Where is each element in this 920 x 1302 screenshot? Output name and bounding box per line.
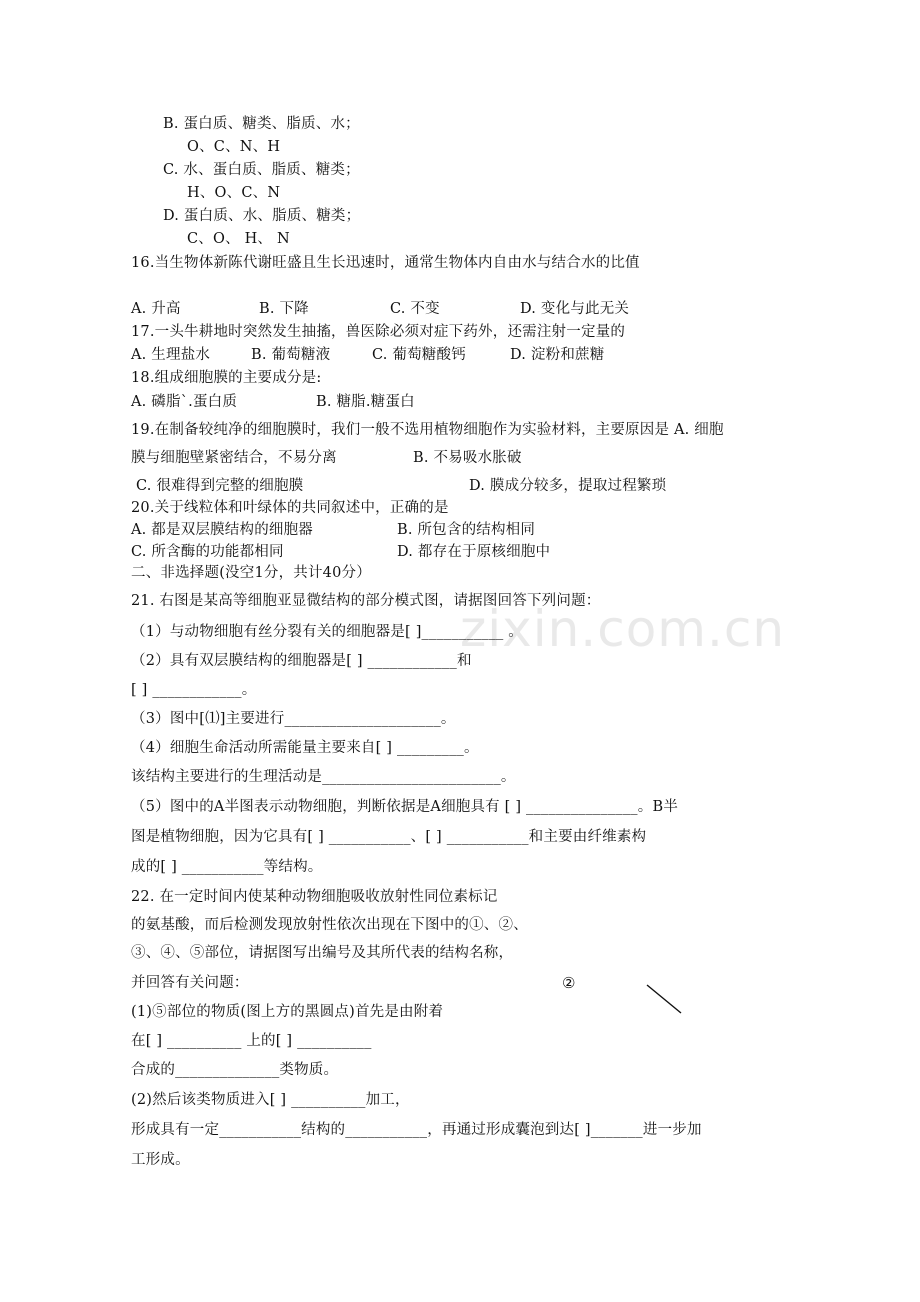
q22-stem-line-3: ③、④、⑤部位，请据图写出编号及其所代表的结构名称， xyxy=(131,945,514,961)
q15-option-d: D. 蛋白质、水、脂质、糖类； xyxy=(163,208,361,224)
q19-stem: 19.在制备较纯净的细胞膜时，我们一般不选用植物细胞作为实验材料，主要原因是 A. 细胞 xyxy=(131,422,724,438)
q21-sub-2: （2）具有双层膜结构的细胞器是[ ] ____________和 xyxy=(131,653,472,669)
q16-option-c: C. 不变 xyxy=(390,301,440,317)
q15-option-d-elements: C、O、 H、 N xyxy=(187,231,290,247)
q16-option-d: D. 变化与此无关 xyxy=(520,301,630,317)
q20-option-c: C. 所含酶的功能都相同 xyxy=(131,544,284,560)
q16-option-b: B. 下降 xyxy=(259,301,309,317)
q17-option-c: C. 葡萄糖酸钙 xyxy=(372,347,466,363)
q19-option-d: D. 膜成分较多，提取过程繁琐 xyxy=(469,478,667,494)
q20-option-a: A. 都是双层膜结构的细胞器 xyxy=(131,522,313,538)
watermark: zixin.com.cn xyxy=(460,600,786,658)
q19-option-c: C. 很难得到完整的细胞膜 xyxy=(136,478,304,494)
q21-sub-5: （5）图中的A半图表示动物细胞，判断依据是A细胞具有 [ ] _______________。B半 xyxy=(131,799,679,815)
q22-sub-2-end: 工形成。 xyxy=(131,1152,190,1168)
q20-stem: 20.关于线粒体和叶绿体的共同叙述中，正确的是 xyxy=(131,500,449,516)
q22-sub-1-cont: 在[ ] __________ 上的[ ] __________ xyxy=(131,1033,372,1049)
q15-option-c: C. 水、蛋白质、脂质、糖类； xyxy=(163,162,360,178)
q21-sub-1: （1）与动物细胞有丝分裂有关的细胞器是[ ]___________ 。 xyxy=(131,624,524,640)
q21-sub-5-cont: 图是植物细胞，因为它具有[ ] ___________、[ ] ___________和主要由纤维素构 xyxy=(131,829,647,845)
q15-option-b: B. 蛋白质、糖类、脂质、水； xyxy=(163,116,360,132)
q22-stem-line-2: 的氨基酸，而后检测发现放射性依次出现在下图中的①、②、 xyxy=(131,917,528,933)
q21-sub-4: （4）细胞生命活动所需能量主要来自[ ] _________。 xyxy=(131,740,479,756)
q21-sub-2-cont: [ ] ____________。 xyxy=(131,682,257,698)
q20-option-b: B. 所包含的结构相同 xyxy=(397,522,536,538)
q19-option-b: B. 不易吸水胀破 xyxy=(413,450,522,466)
q22-sub-2-cont: 形成具有一定___________结构的___________，再通过形成囊泡到达[ ]_______进一步加 xyxy=(131,1122,702,1138)
figure-label-2: ② xyxy=(562,974,576,992)
q18-option-b: B. 糖脂.糖蛋白 xyxy=(316,394,415,410)
q18-option-a: A. 磷脂`.蛋白质 xyxy=(131,394,238,410)
q19-option-a-cont: 膜与细胞壁紧密结合，不易分离 xyxy=(131,450,337,466)
q16-option-a: A. 升高 xyxy=(131,301,181,317)
q22-sub-2: (2)然后该类物质进入[ ] __________加工， xyxy=(131,1092,410,1108)
q17-stem: 17.一头牛耕地时突然发生抽搐，兽医除必须对症下药外，还需注射一定量的 xyxy=(131,324,626,340)
q21-sub-4-cont: 该结构主要进行的生理活动是________________________。 xyxy=(131,769,516,785)
q21-stem: 21. 右图是某高等细胞亚显微结构的部分模式图，请据图回答下列问题： xyxy=(131,593,601,609)
q22-stem-line-1: 22. 在一定时间内使某种动物细胞吸收放射性同位素标记 xyxy=(131,889,498,905)
q20-option-d: D. 都存在于原核细胞中 xyxy=(397,544,551,560)
section-2-heading: 二、非选择题(没空1分，共计40分） xyxy=(131,565,371,581)
q15-option-b-elements: O、C、N、H xyxy=(187,139,281,155)
figure-pointer-line xyxy=(645,983,685,1017)
q22-stem-line-4: 并回答有关问题： xyxy=(131,975,249,991)
q18-stem: 18.组成细胞膜的主要成分是: xyxy=(131,370,322,386)
q22-sub-1: (1)⑤部位的物质(图上方的黑圆点)首先是由附着 xyxy=(131,1004,444,1020)
q21-sub-5-end: 成的[ ] ___________等结构。 xyxy=(131,859,323,875)
q17-option-b: B. 葡萄糖液 xyxy=(251,347,331,363)
q17-option-a: A. 生理盐水 xyxy=(131,347,211,363)
q16-stem: 16.当生物体新陈代谢旺盛且生长迅速时，通常生物体内自由水与结合水的比值 xyxy=(131,255,640,271)
q17-option-d: D. 淀粉和蔗糖 xyxy=(510,347,605,363)
q15-option-c-elements: H、O、C、N xyxy=(187,185,281,201)
q22-sub-1-end: 合成的______________类物质。 xyxy=(131,1062,339,1078)
q21-sub-3: （3）图中[⑴]主要进行_____________________。 xyxy=(131,711,456,727)
